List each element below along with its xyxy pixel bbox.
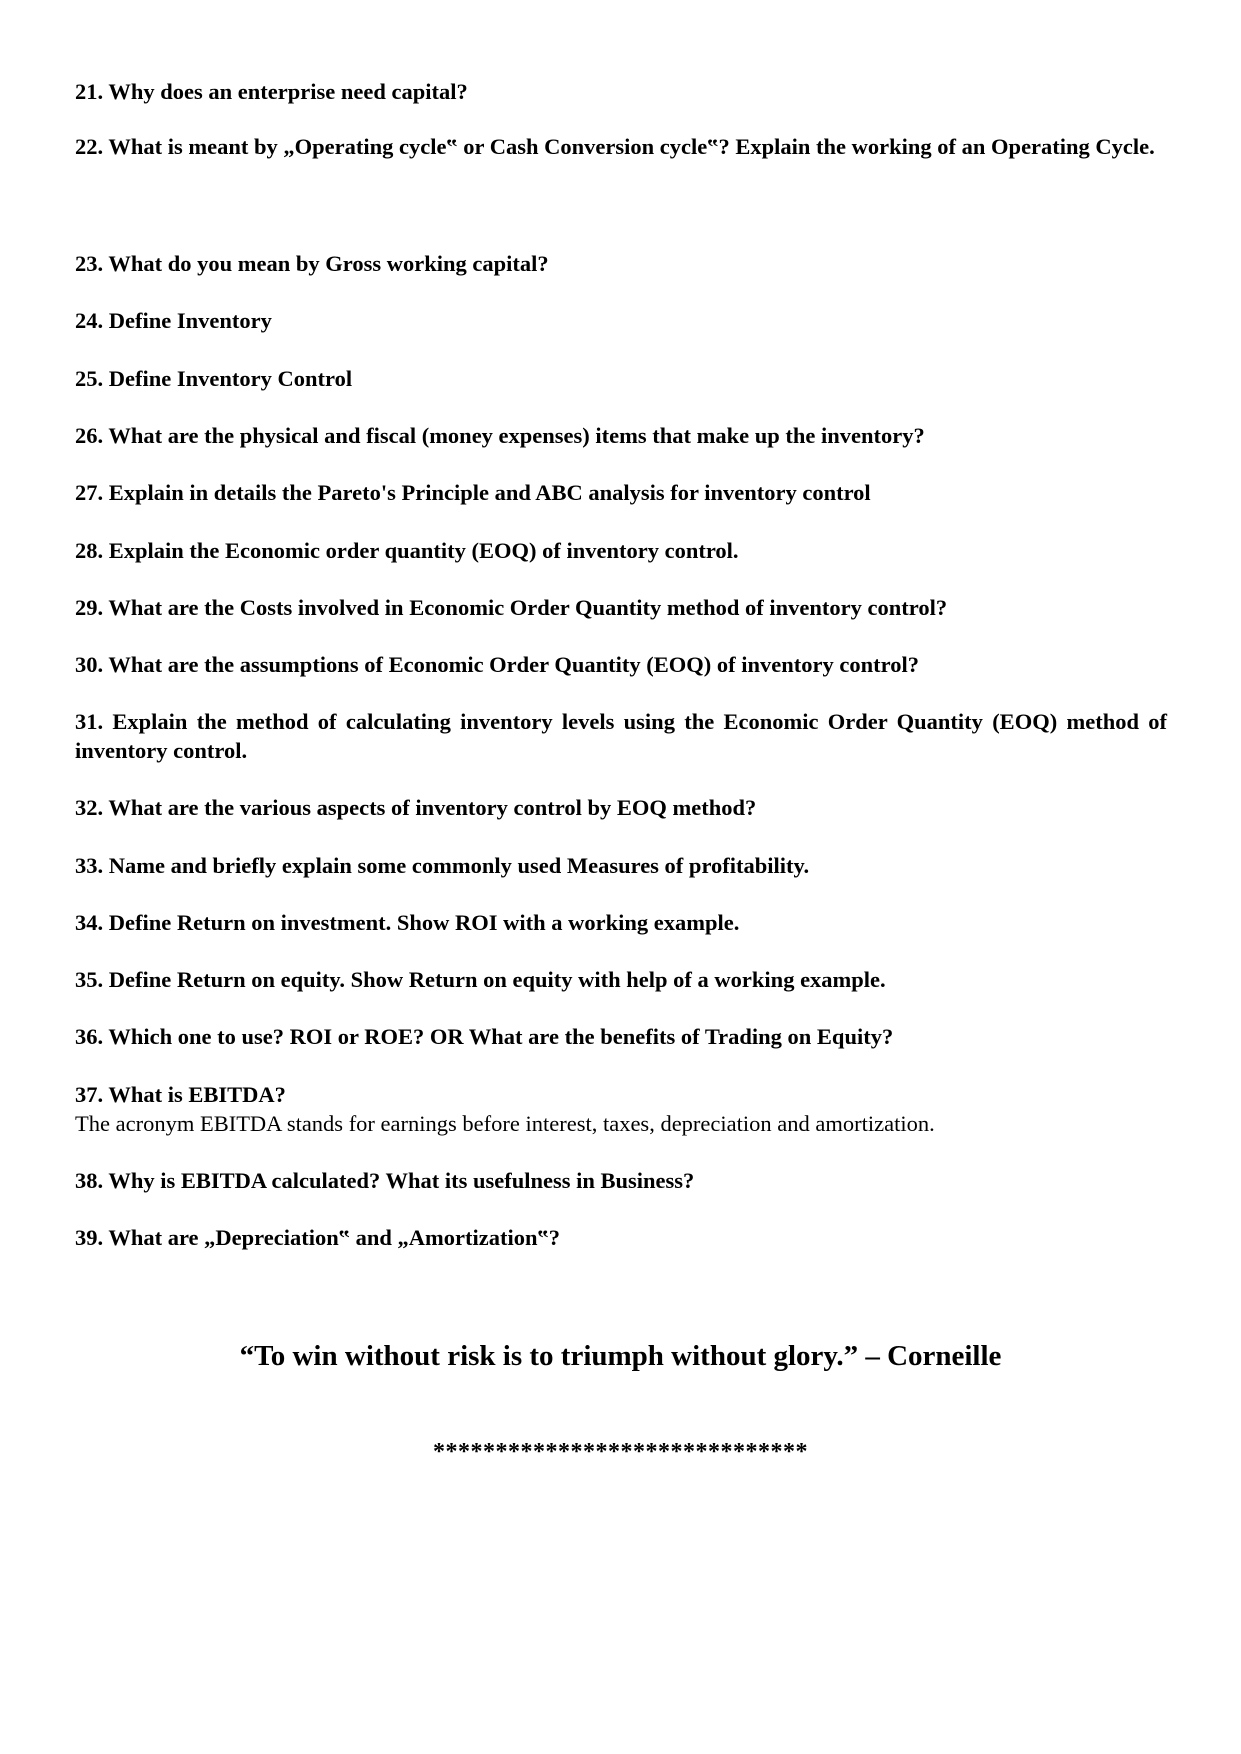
question-26: 26. What are the physical and fiscal (money expenses) items that make up the inventory? bbox=[75, 423, 925, 448]
question-36: 36. Which one to use? ROI or ROE? OR What are the benefits of Trading on Equity? bbox=[75, 1024, 894, 1049]
question-25: 25. Define Inventory Control bbox=[75, 366, 353, 391]
question-30: 30. What are the assumptions of Economic Order Quantity (EOQ) of inventory control? bbox=[75, 652, 919, 677]
question-39: 39. What are „Depreciation‟ and „Amortization‟? bbox=[75, 1225, 560, 1250]
separator-stars: ****************************** bbox=[433, 1439, 808, 1465]
ebitda-definition: The acronym EBITDA stands for earnings before interest, taxes, depreciation and amortization. bbox=[75, 1111, 935, 1136]
question-34: 34. Define Return on investment. Show ROI with a working example. bbox=[75, 910, 740, 935]
question-37: 37. What is EBITDA? bbox=[75, 1082, 286, 1107]
closing-quote: “To win without risk is to triumph without glory.” – Corneille bbox=[239, 1340, 1002, 1372]
question-28: 28. Explain the Economic order quantity (EOQ) of inventory control. bbox=[75, 538, 739, 563]
question-29: 29. What are the Costs involved in Economic Order Quantity method of inventory control? bbox=[75, 595, 948, 620]
question-31: 31. Explain the method of calculating inventory levels using the Economic Order Quantity (EOQ) method of inventory control. bbox=[75, 709, 1167, 763]
question-33: 33. Name and briefly explain some commonly used Measures of profitability. bbox=[75, 853, 810, 878]
question-38: 38. Why is EBITDA calculated? What its usefulness in Business? bbox=[75, 1168, 695, 1193]
question-35: 35. Define Return on equity. Show Return on equity with help of a working example. bbox=[75, 967, 886, 992]
question-23: 23. What do you mean by Gross working capital? bbox=[75, 251, 549, 276]
question-21: 21. Why does an enterprise need capital? bbox=[75, 79, 468, 104]
question-24: 24. Define Inventory bbox=[75, 308, 272, 333]
question-22: 22. What is meant by „Operating cycle‟ or Cash Conversion cycle‟? Explain the working of an Operating Cycle. bbox=[75, 134, 1155, 159]
question-32: 32. What are the various aspects of inventory control by EOQ method? bbox=[75, 795, 757, 820]
question-27: 27. Explain in details the Pareto's Principle and ABC analysis for inventory control bbox=[75, 480, 871, 505]
